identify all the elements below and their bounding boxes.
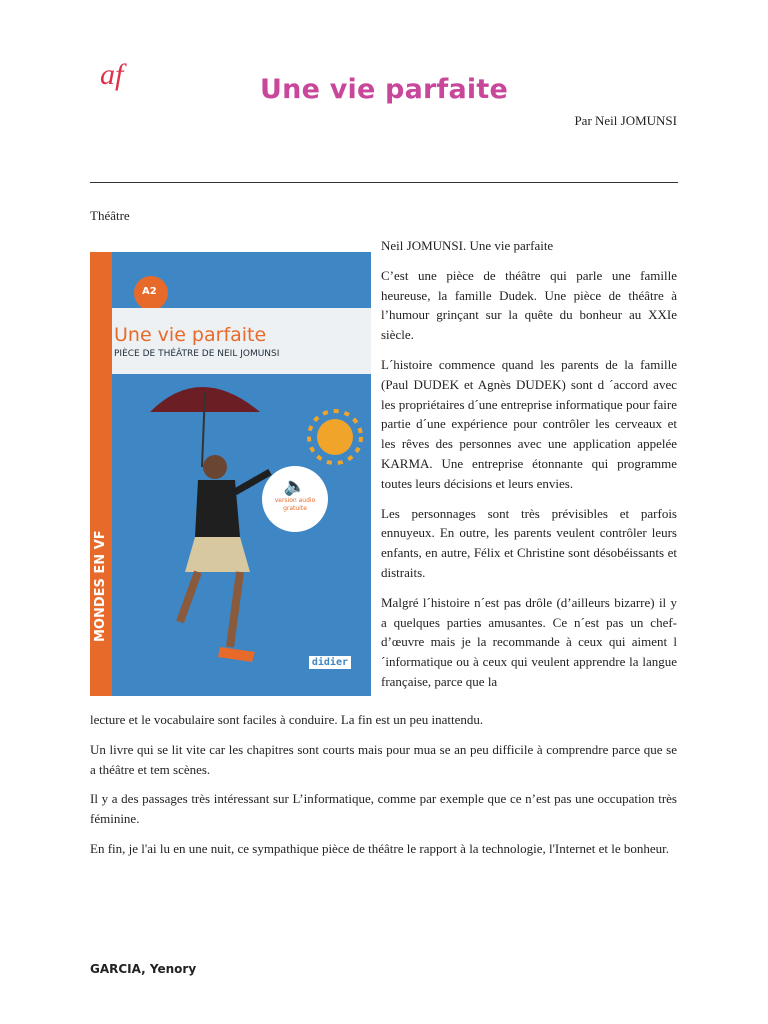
review-column-right — [381, 236, 677, 692]
review-paragraph-4-end: lecture et le vocabulaire sont faciles à conduire. La fin est un peu inattendu. — [90, 712, 484, 727]
review-intro: Neil JOMUNSI. Une vie parfaite — [381, 238, 554, 253]
cover-series: MONDES EN VF — [93, 530, 108, 642]
author-byline: Par Neil JOMUNSI — [574, 113, 677, 128]
cover-publisher: didier — [309, 656, 351, 669]
review-author: GARCIA, Yenory — [90, 962, 197, 976]
review-paragraph-3: Les personnages sont très prévisibles et parfois ennuyeux. En outre, les parents veulent contrôler leurs enfants, en autre, Félix et Christine sont désobéissants et distraits. — [381, 505, 677, 580]
document-title: Une vie parfaite — [260, 74, 508, 105]
review-paragraph-6: Il y a des passages très intéressant sur L’informatique, comme par exemple que ce n’est pas une occupation très féminine. — [90, 791, 677, 827]
person-leg-right — [230, 572, 240, 647]
cover-audio-label: version audio gratuite — [274, 497, 316, 512]
logo-text: af — [100, 58, 124, 91]
book-cover-image — [90, 252, 371, 696]
cover-illustration — [90, 252, 371, 696]
genre-label: Théâtre — [90, 208, 130, 223]
review-paragraph-5: Un livre qui se lit vite car les chapitres sont courts mais pour mua se an peu difficile à comprendre parce que se a théâtre et tem scènes. — [90, 741, 677, 777]
person-flipper — [218, 647, 255, 662]
cover-level: A2 — [142, 286, 157, 297]
speaker-icon: 🔈 — [283, 476, 307, 496]
person-leg-left — [180, 572, 198, 622]
person-shorts — [185, 537, 250, 572]
review-full-width — [90, 710, 677, 869]
cover-audio-badge — [262, 466, 328, 532]
review-paragraph-1: C’est une pièce de théâtre qui parle une famille heureuse, la famille Dudek. Une pièce de théâtre à l’humour grinçant sur la quête du bonheur au XXIe siècle. — [381, 267, 677, 343]
cover-title: Une vie parfaite — [114, 324, 267, 346]
review-paragraph-4: Malgré l´histoire n´est pas drôle (d’ailleurs bizarre) il y a quelques parties amusantes. Ce n´est pas un chef-d’œuvre mais je la recommande à ceux qui aiment l´informatique ou à ceux qui veulent apprendre la langue française, parce que la — [381, 594, 677, 689]
person-jacket — [195, 480, 240, 537]
review-paragraph-2: L´histoire commence quand les parents de la famille (Paul DUDEK et Agnès DUDEK) sont d ´accord avec les propriétaires d´une entreprise informatique pour faire partie d´une expérience pour contrôler les cerveaux et les rêves des personnes avec une application appelée KARMA. Une entreprise étonnante qui programme toutes leurs décisions et leurs envies. — [381, 356, 677, 491]
review-paragraph-7: En fin, je l'ai lu en une nuit, ce sympathique pièce de théâtre le rapport à la technologie, l'Internet et le bonheur. — [90, 840, 669, 856]
sun-shape — [317, 419, 353, 455]
header-divider — [90, 182, 678, 183]
cover-subtitle: PIÈCE DE THÉÂTRE DE NEIL JOMUNSI — [114, 349, 280, 359]
person-head — [203, 455, 227, 479]
